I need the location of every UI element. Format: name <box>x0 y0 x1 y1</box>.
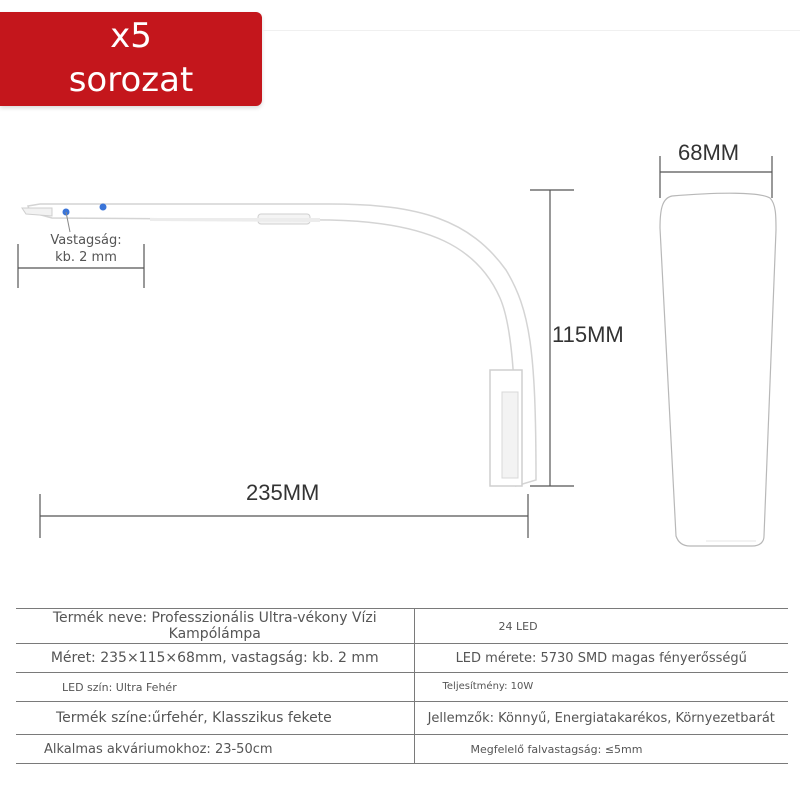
spec-product-color: Termék színe:űrfehér, Klasszikus fekete <box>16 702 414 735</box>
badge-series: sorozat <box>68 60 194 100</box>
dimension-height-label: 115MM <box>552 322 624 347</box>
table-row <box>16 644 788 673</box>
thickness-label-title: Vastagság: <box>50 233 122 248</box>
dimension-width-label: 68MM <box>678 140 740 165</box>
thickness-label <box>26 232 146 266</box>
thickness-label-value: kb. 2 mm <box>55 250 117 265</box>
dimension-length-label: 235MM <box>246 480 320 505</box>
spec-led-color: LED szín: Ultra Fehér <box>16 673 414 702</box>
spec-features: Jellemzők: Könnyű, Energiatakarékos, Környezetbarát <box>414 702 788 735</box>
spec-led-count: 24 LED <box>414 609 788 644</box>
spec-power: Teljesítmény: 10W <box>414 673 788 702</box>
spec-led-size: LED mérete: 5730 SMD magas fényerősségű <box>414 644 788 673</box>
spec-product-name: Termék neve: Professzionális Ultra-vékony Vízi Kampólámpa <box>16 609 414 644</box>
spec-wall-thickness: Megfelelő falvastagság: ≤5mm <box>414 735 788 764</box>
table-row <box>16 673 788 702</box>
table-row <box>16 735 788 764</box>
lamp-end-view <box>660 193 776 546</box>
table-row <box>16 609 788 644</box>
spec-table <box>16 608 788 764</box>
table-row <box>16 702 788 735</box>
spec-aquarium-size: Alkalmas akváriumokhoz: 23-50cm <box>16 735 414 764</box>
spec-size: Méret: 235×115×68mm, vastagság: kb. 2 mm <box>16 644 414 673</box>
badge-model: x5 <box>110 16 152 56</box>
